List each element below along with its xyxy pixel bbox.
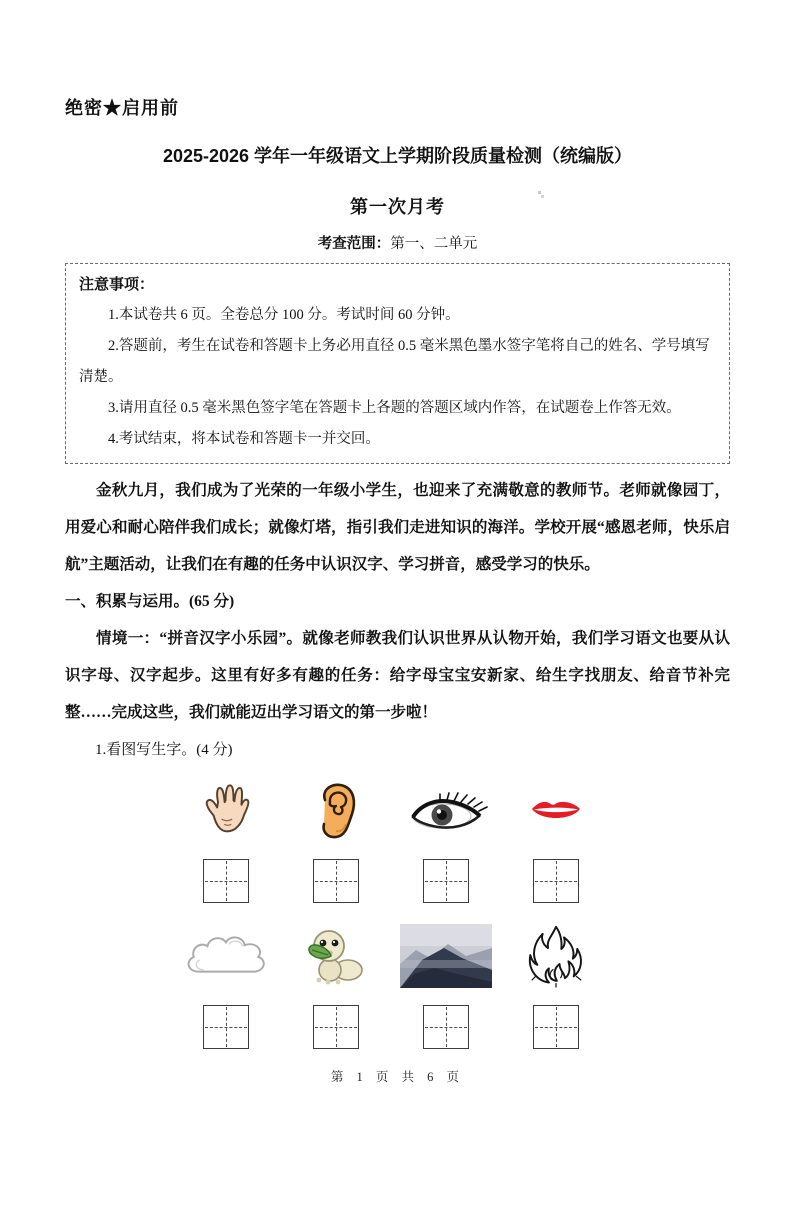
scan-artifact — [538, 191, 541, 194]
answer-box-cell — [501, 849, 611, 911]
exam-paper-page — [0, 94, 793, 1216]
intro-paragraph: 金秋九月，我们成为了光荣的一年级小学生，也迎来了充满敬意的教师节。老师就像园丁，用爱心和耐心陪伴我们成长；就像灯塔，指引我们走进知识的海洋。学校开展“感恩老师，快乐启航”主题活动，让我们在有趣的任务中认识汉字、学习拼音，感受学习的快乐。 — [65, 482, 730, 573]
question-1-label: 1.看图写生字。(4 分) — [95, 742, 233, 758]
tianzige-box-6 — [313, 1005, 359, 1049]
tianzige-box-1 — [203, 859, 249, 903]
tianzige-box-5 — [203, 1005, 249, 1049]
notice-box — [65, 263, 730, 464]
answer-box-cell — [171, 849, 281, 911]
scope-label: 考查范围： — [317, 236, 391, 252]
tianzige-box-2 — [313, 859, 359, 903]
notice-item-2: 2.答题前，考生在试卷和答题卡上务必用直径 0.5 毫米黑色墨水签字笔将自己的姓名、学号填写清楚。 — [79, 338, 710, 385]
eye-icon — [391, 773, 501, 849]
notice-heading: 注意事项： — [79, 276, 155, 293]
lips-icon — [501, 773, 611, 849]
notice-item-3: 3.请用直径 0.5 毫米黑色签字笔在答题卡上各题的答题区域内作答，在试题卷上作答无效。 — [108, 400, 681, 416]
classification-banner: 绝密★启用前 — [65, 98, 179, 118]
question-1-picture-grid — [171, 773, 611, 1057]
tianzige-box-8 — [533, 1005, 579, 1049]
exam-scope — [65, 232, 730, 253]
silkworm-icon — [281, 911, 391, 1001]
notice-item-1: 1.本试卷共 6 页。全卷总分 100 分。考试时间 60 分钟。 — [108, 307, 460, 323]
section-1-heading: 一、积累与运用。(65 分) — [65, 593, 235, 610]
cloud-icon — [171, 911, 281, 1001]
tianzige-box-7 — [423, 1005, 469, 1049]
answer-box-cell — [281, 1001, 391, 1057]
scenario-1-paragraph: 情境一：“拼音汉字小乐园”。就像老师教我们认识世界从认物开始，我们学习语文也要从认识字母、汉字起步。这里有好多有趣的任务：给字母宝宝安新家、给生字找朋友、给音节补完整……完成这些，我们就能迈出学习语文的第一步啦！ — [65, 630, 730, 721]
tianzige-box-4 — [533, 859, 579, 903]
page-title: 2025-2026 学年一年级语文上学期阶段质量检测（统编版） — [162, 146, 633, 166]
answer-box-cell — [281, 849, 391, 911]
mountain-photo — [391, 911, 501, 1001]
page-footer: 第 1 页 共 6 页 — [330, 1070, 465, 1084]
notice-item-4: 4.考试结束，将本试卷和答题卡一并交回。 — [108, 431, 380, 447]
answer-box-cell — [391, 1001, 501, 1057]
answer-box-cell — [391, 849, 501, 911]
exam-subtitle: 第一次月考 — [350, 197, 445, 217]
answer-box-cell — [171, 1001, 281, 1057]
ear-icon — [281, 773, 391, 849]
tianzige-box-3 — [423, 859, 469, 903]
hand-icon — [171, 773, 281, 849]
fire-icon — [501, 911, 611, 1001]
scope-value: 第一、二单元 — [390, 236, 478, 252]
answer-box-cell — [501, 1001, 611, 1057]
